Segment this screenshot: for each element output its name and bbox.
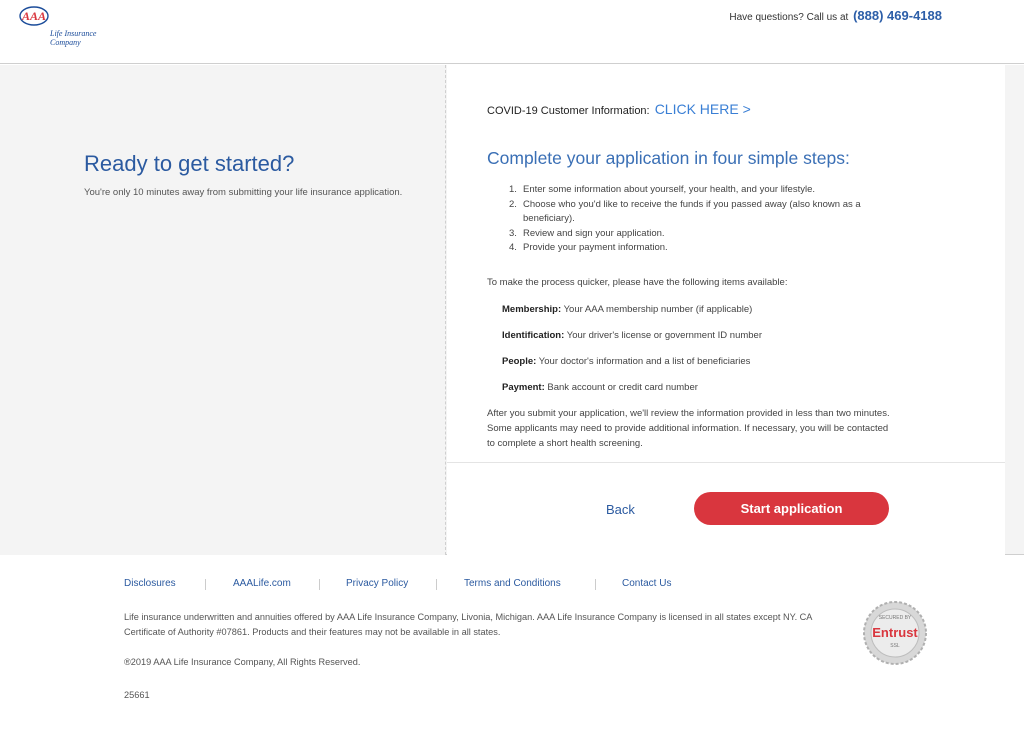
step-text: Enter some information about yourself, your health, and your lifestyle. [523,184,816,195]
footer-link-contact-us[interactable]: Contact Us [622,578,672,589]
step-text: Review and sign your application. [523,227,665,239]
footer-link-disclosures[interactable]: Disclosures [124,578,176,589]
link-separator [595,579,596,590]
logo-subtitle: Life Insurance Company [50,29,97,47]
after-submit-note: After you submit your application, we'll review the information provided in less than two minutes. Some applicants may need to provide additional information. If necessary, you will be contacted to complete a short health screening. [487,408,890,449]
footer-link-aaalife[interactable]: AAALife.com [233,578,291,589]
copyright: ®2019 AAA Life Insurance Company, All Rights Reserved. [124,657,361,667]
legal-disclaimer: Life insurance underwritten and annuities offered by AAA Life Insurance Company, Livonia, Michigan. AAA Life Insurance Company is licensed in all states except NY. CA Certificate of Authority #07861. Products and their features may not be available in all states. [124,612,812,637]
steps-heading: Complete your application in four simple steps: [487,148,850,168]
phone-contact [729,8,942,23]
item-text: Your doctor's information and a list of beneficiaries [538,356,751,367]
svg-text:SECURED BY: SECURED BY [878,615,912,621]
link-separator [319,579,320,590]
items-intro: To make the process quicker, please have the following items available: [487,277,788,288]
svg-text:AAA: AAA [21,9,47,23]
item-text: Your AAA membership number (if applicable) [563,304,753,315]
step-item [509,227,909,242]
intro-description: You're only 10 minutes away from submitting your life insurance application. [84,187,403,198]
step-item [509,198,909,227]
covid-notice [487,101,751,117]
step-item [509,241,909,256]
intro-panel [0,65,446,555]
main-content [0,65,1024,555]
application-panel [447,65,1005,555]
required-item-membership [502,304,752,315]
covid-label: COVID-19 Customer Information: [487,105,650,117]
required-item-identification [502,330,762,341]
step-text: Provide your payment information. [523,242,668,253]
phone-number-link[interactable]: (888) 469-4188 [853,8,942,23]
divider [447,462,1005,463]
link-separator [205,579,206,590]
svg-text:Entrust: Entrust [872,625,918,640]
site-footer [0,556,1024,731]
item-text: Bank account or credit card number [547,382,698,393]
back-button[interactable]: Back [606,502,635,517]
required-item-payment [502,382,698,393]
site-header [0,0,1024,64]
footer-link-privacy-policy[interactable]: Privacy Policy [346,578,409,589]
aaa-logo[interactable] [18,4,98,46]
page-title: Ready to get started? [84,151,295,176]
item-label: Membership: [502,304,562,315]
step-number: 2. [509,198,517,210]
steps-list [509,183,909,256]
link-separator [436,579,437,590]
item-label: Payment: [502,382,545,393]
item-label: Identification: [502,330,565,341]
step-item [509,183,909,198]
item-text: Your driver's license or government ID number [566,330,762,341]
start-application-button[interactable]: Start application [694,492,889,525]
svg-text:SSL: SSL [890,643,900,649]
step-text: Choose who you'd like to receive the funds if you passed away (also known as a beneficiary). [523,198,861,224]
item-label: People: [502,356,537,367]
covid-click-here-link[interactable]: CLICK HERE > [654,101,751,117]
entrust-seal-icon[interactable] [862,600,928,666]
phone-prompt: Have questions? Call us at [729,12,849,23]
required-item-people [502,356,750,367]
footer-link-terms[interactable]: Terms and Conditions [464,578,561,589]
step-number: 3. [509,227,517,239]
document-code: 25661 [124,690,150,700]
step-number: 1. [509,184,517,195]
step-number: 4. [509,242,517,253]
